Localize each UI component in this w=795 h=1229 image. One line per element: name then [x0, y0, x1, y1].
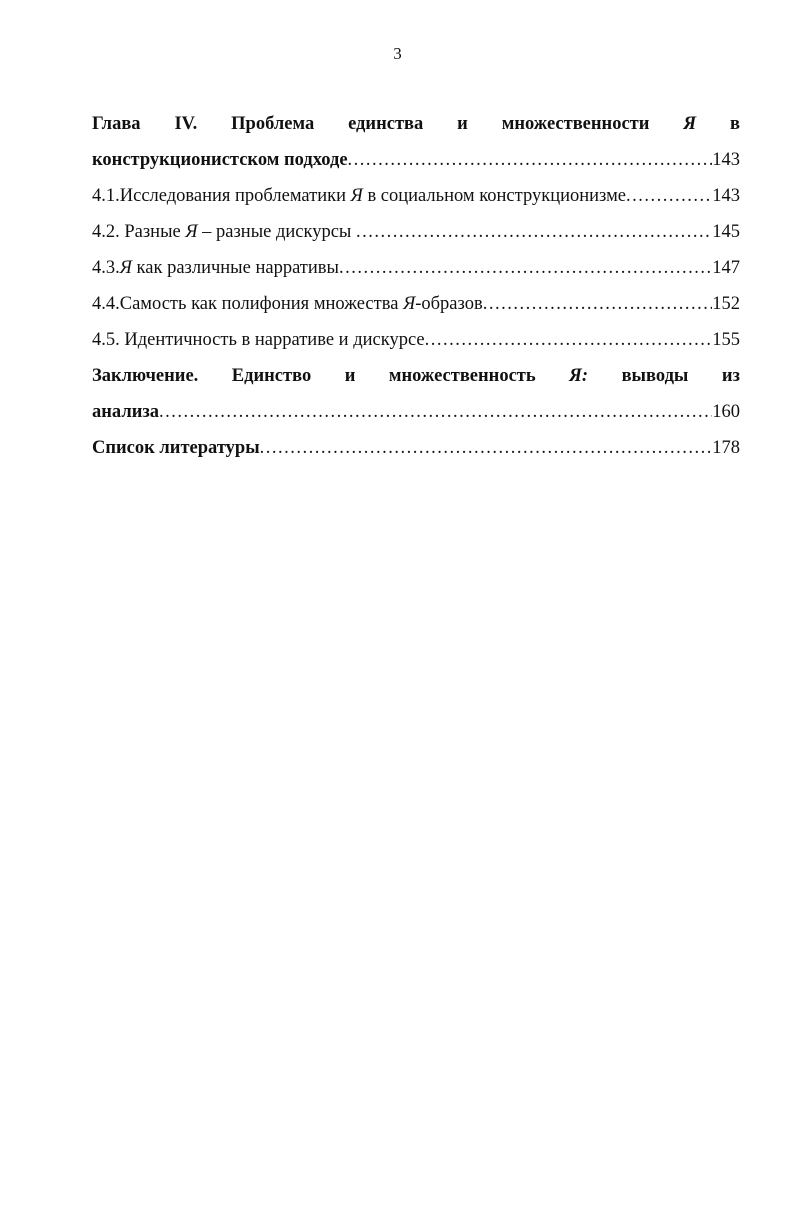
word: Заключение.: [92, 366, 199, 386]
ya-symbol: Я: [350, 186, 363, 206]
toc-item-text: как различные нарративы: [131, 258, 339, 278]
page-number: 3: [393, 44, 402, 63]
word: выводы: [621, 366, 689, 386]
toc-item-text: 4.1.Исследования проблематики: [92, 186, 351, 206]
toc-page-number: 155: [712, 330, 740, 350]
toc-item-text: в социальном конструкционизме: [362, 186, 627, 206]
toc-item-text: 4.2. Разные: [92, 222, 186, 242]
toc-chapter-4-cont: [92, 142, 740, 178]
toc-item-text: – разные дискурсы: [197, 222, 356, 242]
word: Глава: [92, 114, 141, 134]
word: Единство: [231, 366, 312, 386]
toc-chapter-4-title: [92, 106, 740, 142]
word: и: [344, 366, 356, 386]
leader-dots: [626, 178, 712, 214]
word: в: [729, 114, 740, 134]
toc-page-number: 160: [712, 402, 740, 422]
leader-dots: [159, 394, 712, 430]
word: Проблема: [231, 114, 315, 134]
toc-item-4-5: [92, 322, 740, 358]
leader-dots: [348, 142, 713, 178]
toc-page-number: 143: [712, 150, 740, 170]
toc-title-text: конструкционистском подходе: [92, 150, 348, 170]
toc-title-text: Список литературы: [92, 438, 260, 458]
toc-item-text: -образов: [415, 294, 483, 314]
word: множественности: [501, 114, 650, 134]
leader-dots: [425, 322, 713, 358]
ya-symbol: Я: [119, 258, 132, 278]
toc-item-text: 4.4.Самость как полифония множества: [92, 294, 404, 314]
toc-page-number: 147: [712, 258, 740, 278]
toc-page-number: 178: [712, 438, 740, 458]
word: множественность: [388, 366, 536, 386]
toc-item-4-1: [92, 178, 740, 214]
toc-conclusion-title: [92, 358, 740, 394]
leader-dots: [339, 250, 712, 286]
toc-page-number: 152: [712, 294, 740, 314]
word: единства: [348, 114, 424, 134]
toc-item-4-4: [92, 286, 740, 322]
toc-bibliography: [92, 430, 740, 466]
ya-symbol: Я: [403, 294, 416, 314]
toc-item-text: 4.5. Идентичность в нарративе и дискурсе: [92, 330, 425, 350]
leader-dots: [483, 286, 713, 322]
word: Я: [683, 114, 697, 134]
leader-dots: [356, 214, 712, 250]
leader-dots: [260, 430, 713, 466]
toc-item-4-2: [92, 214, 740, 250]
word: из: [721, 366, 740, 386]
toc-conclusion-cont: [92, 394, 740, 430]
toc-page-number: 143: [712, 186, 740, 206]
ya-symbol: Я: [185, 222, 198, 242]
toc-item-text: 4.3.: [92, 258, 120, 278]
toc-page-number: 145: [712, 222, 740, 242]
toc-title-text: анализа: [92, 402, 160, 422]
table-of-contents: [92, 106, 740, 466]
toc-item-4-3: [92, 250, 740, 286]
word: IV.: [174, 114, 198, 134]
word: и: [457, 114, 468, 134]
word: Я:: [569, 366, 589, 386]
